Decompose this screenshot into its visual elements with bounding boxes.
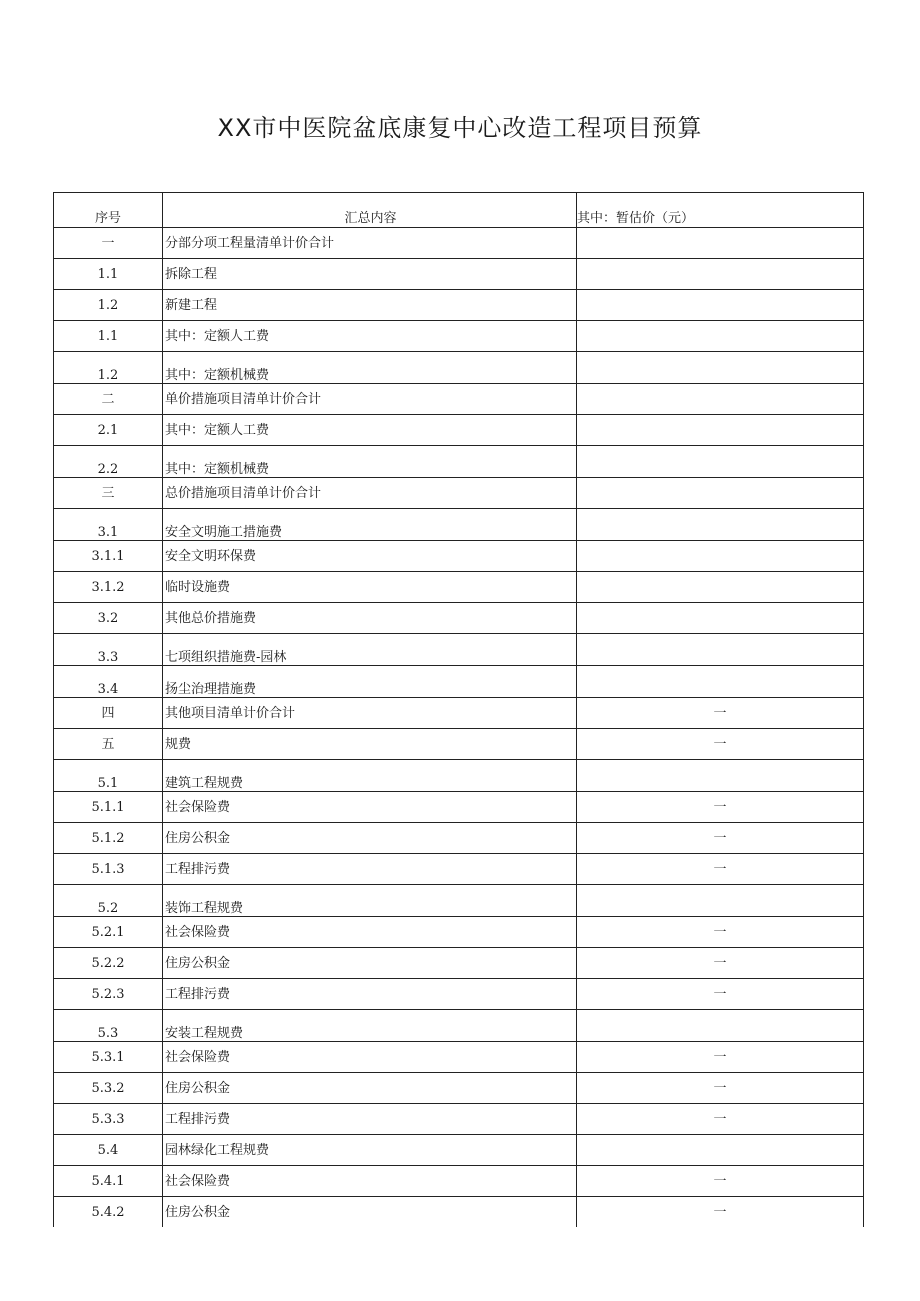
row-content: 其中：定额人工费 bbox=[163, 415, 577, 446]
budget-summary-table bbox=[53, 192, 864, 1227]
row-content: 安全文明环保费 bbox=[163, 541, 577, 572]
row-content: 建筑工程规费 bbox=[163, 760, 577, 792]
table-row bbox=[54, 792, 864, 823]
row-estimate bbox=[577, 572, 864, 603]
row-index: 5.2 bbox=[54, 885, 163, 917]
page-title: XX市中医院盆底康复中心改造工程项目预算 bbox=[217, 114, 703, 142]
row-index: 5.1.2 bbox=[54, 823, 163, 854]
row-estimate bbox=[577, 259, 864, 290]
row-estimate bbox=[577, 478, 864, 509]
table-row bbox=[54, 290, 864, 321]
table-row bbox=[54, 823, 864, 854]
row-content: 总价措施项目清单计价合计 bbox=[163, 478, 577, 509]
table-row bbox=[54, 446, 864, 478]
row-index: 3.4 bbox=[54, 666, 163, 698]
row-estimate bbox=[577, 509, 864, 541]
row-index: 1.2 bbox=[54, 290, 163, 321]
row-estimate: 一 bbox=[577, 823, 864, 854]
row-content: 分部分项工程量清单计价合计 bbox=[163, 228, 577, 259]
row-estimate: 一 bbox=[577, 948, 864, 979]
row-estimate bbox=[577, 446, 864, 478]
row-content: 其中：定额机械费 bbox=[163, 446, 577, 478]
row-index: 5.2.2 bbox=[54, 948, 163, 979]
row-content: 工程排污费 bbox=[163, 979, 577, 1010]
row-estimate: 一 bbox=[577, 729, 864, 760]
row-content: 社会保险费 bbox=[163, 1166, 577, 1197]
row-index: 5.1 bbox=[54, 760, 163, 792]
table-row bbox=[54, 979, 864, 1010]
row-index: 3.1.2 bbox=[54, 572, 163, 603]
row-index: 5.1.3 bbox=[54, 854, 163, 885]
row-content: 装饰工程规费 bbox=[163, 885, 577, 917]
row-estimate bbox=[577, 541, 864, 572]
row-index: 二 bbox=[54, 384, 163, 415]
row-index: 四 bbox=[54, 698, 163, 729]
row-content: 临时设施费 bbox=[163, 572, 577, 603]
row-estimate bbox=[577, 666, 864, 698]
table-row bbox=[54, 634, 864, 666]
header-estimate: 其中：暂估价（元） bbox=[577, 193, 864, 228]
row-index: 3.1.1 bbox=[54, 541, 163, 572]
row-content: 单价措施项目清单计价合计 bbox=[163, 384, 577, 415]
row-estimate: 一 bbox=[577, 917, 864, 948]
row-estimate bbox=[577, 384, 864, 415]
row-estimate: 一 bbox=[577, 792, 864, 823]
row-content: 其他总价措施费 bbox=[163, 603, 577, 634]
table-row bbox=[54, 948, 864, 979]
table-row bbox=[54, 541, 864, 572]
row-index: 1.1 bbox=[54, 321, 163, 352]
table-row bbox=[54, 854, 864, 885]
row-estimate: 一 bbox=[577, 979, 864, 1010]
row-content: 其中：定额机械费 bbox=[163, 352, 577, 384]
table-row bbox=[54, 384, 864, 415]
table-row bbox=[54, 478, 864, 509]
table-row bbox=[54, 1166, 864, 1197]
row-index: 五 bbox=[54, 729, 163, 760]
row-content: 七项组织措施费-园林 bbox=[163, 634, 577, 666]
row-estimate bbox=[577, 352, 864, 384]
row-index: 三 bbox=[54, 478, 163, 509]
table-row bbox=[54, 1010, 864, 1042]
row-index: 5.3 bbox=[54, 1010, 163, 1042]
row-index: 5.2.3 bbox=[54, 979, 163, 1010]
row-content: 安全文明施工措施费 bbox=[163, 509, 577, 541]
row-index: 3.2 bbox=[54, 603, 163, 634]
row-index: 1.1 bbox=[54, 259, 163, 290]
row-estimate: 一 bbox=[577, 1104, 864, 1135]
row-content: 住房公积金 bbox=[163, 948, 577, 979]
table-row bbox=[54, 321, 864, 352]
row-content: 新建工程 bbox=[163, 290, 577, 321]
row-index: 1.2 bbox=[54, 352, 163, 384]
row-content: 安装工程规费 bbox=[163, 1010, 577, 1042]
table-row bbox=[54, 698, 864, 729]
table-row bbox=[54, 259, 864, 290]
row-content: 扬尘治理措施费 bbox=[163, 666, 577, 698]
row-index: 5.3.3 bbox=[54, 1104, 163, 1135]
table-row bbox=[54, 1042, 864, 1073]
header-index: 序号 bbox=[54, 193, 163, 228]
row-estimate bbox=[577, 290, 864, 321]
table-row bbox=[54, 666, 864, 698]
row-estimate: 一 bbox=[577, 1197, 864, 1228]
row-content: 其他项目清单计价合计 bbox=[163, 698, 577, 729]
row-content: 住房公积金 bbox=[163, 1197, 577, 1228]
row-index: 5.3.2 bbox=[54, 1073, 163, 1104]
row-content: 拆除工程 bbox=[163, 259, 577, 290]
row-content: 社会保险费 bbox=[163, 1042, 577, 1073]
row-estimate: 一 bbox=[577, 698, 864, 729]
row-estimate: 一 bbox=[577, 1166, 864, 1197]
row-index: 5.3.1 bbox=[54, 1042, 163, 1073]
row-index: 5.1.1 bbox=[54, 792, 163, 823]
row-estimate bbox=[577, 228, 864, 259]
row-index: 3.1 bbox=[54, 509, 163, 541]
header-content: 汇总内容 bbox=[163, 193, 577, 228]
table-row bbox=[54, 760, 864, 792]
row-estimate: 一 bbox=[577, 1042, 864, 1073]
row-content: 工程排污费 bbox=[163, 854, 577, 885]
row-index: 3.3 bbox=[54, 634, 163, 666]
row-estimate bbox=[577, 1010, 864, 1042]
row-index: 2.2 bbox=[54, 446, 163, 478]
table-row bbox=[54, 572, 864, 603]
table-row bbox=[54, 1073, 864, 1104]
row-index: 5.4.1 bbox=[54, 1166, 163, 1197]
row-content: 规费 bbox=[163, 729, 577, 760]
row-content: 住房公积金 bbox=[163, 1073, 577, 1104]
table-row bbox=[54, 1104, 864, 1135]
row-estimate bbox=[577, 603, 864, 634]
table-row bbox=[54, 917, 864, 948]
row-index: 5.2.1 bbox=[54, 917, 163, 948]
row-estimate bbox=[577, 321, 864, 352]
row-content: 社会保险费 bbox=[163, 792, 577, 823]
row-content: 工程排污费 bbox=[163, 1104, 577, 1135]
table-row bbox=[54, 509, 864, 541]
row-estimate: 一 bbox=[577, 854, 864, 885]
row-estimate bbox=[577, 1135, 864, 1166]
row-index: 5.4.2 bbox=[54, 1197, 163, 1228]
row-estimate bbox=[577, 415, 864, 446]
row-content: 住房公积金 bbox=[163, 823, 577, 854]
row-estimate bbox=[577, 634, 864, 666]
row-index: 一 bbox=[54, 228, 163, 259]
table-row bbox=[54, 1135, 864, 1166]
row-content: 其中：定额人工费 bbox=[163, 321, 577, 352]
row-content: 园林绿化工程规费 bbox=[163, 1135, 577, 1166]
row-estimate: 一 bbox=[577, 1073, 864, 1104]
table-row bbox=[54, 885, 864, 917]
table-row bbox=[54, 415, 864, 446]
table-row bbox=[54, 603, 864, 634]
table-row bbox=[54, 729, 864, 760]
row-index: 5.4 bbox=[54, 1135, 163, 1166]
table-row bbox=[54, 228, 864, 259]
row-index: 2.1 bbox=[54, 415, 163, 446]
row-estimate bbox=[577, 760, 864, 792]
row-content: 社会保险费 bbox=[163, 917, 577, 948]
row-estimate bbox=[577, 885, 864, 917]
table-row bbox=[54, 352, 864, 384]
table-header-row bbox=[54, 193, 864, 228]
table-row bbox=[54, 1197, 864, 1228]
table-body bbox=[54, 193, 864, 1228]
